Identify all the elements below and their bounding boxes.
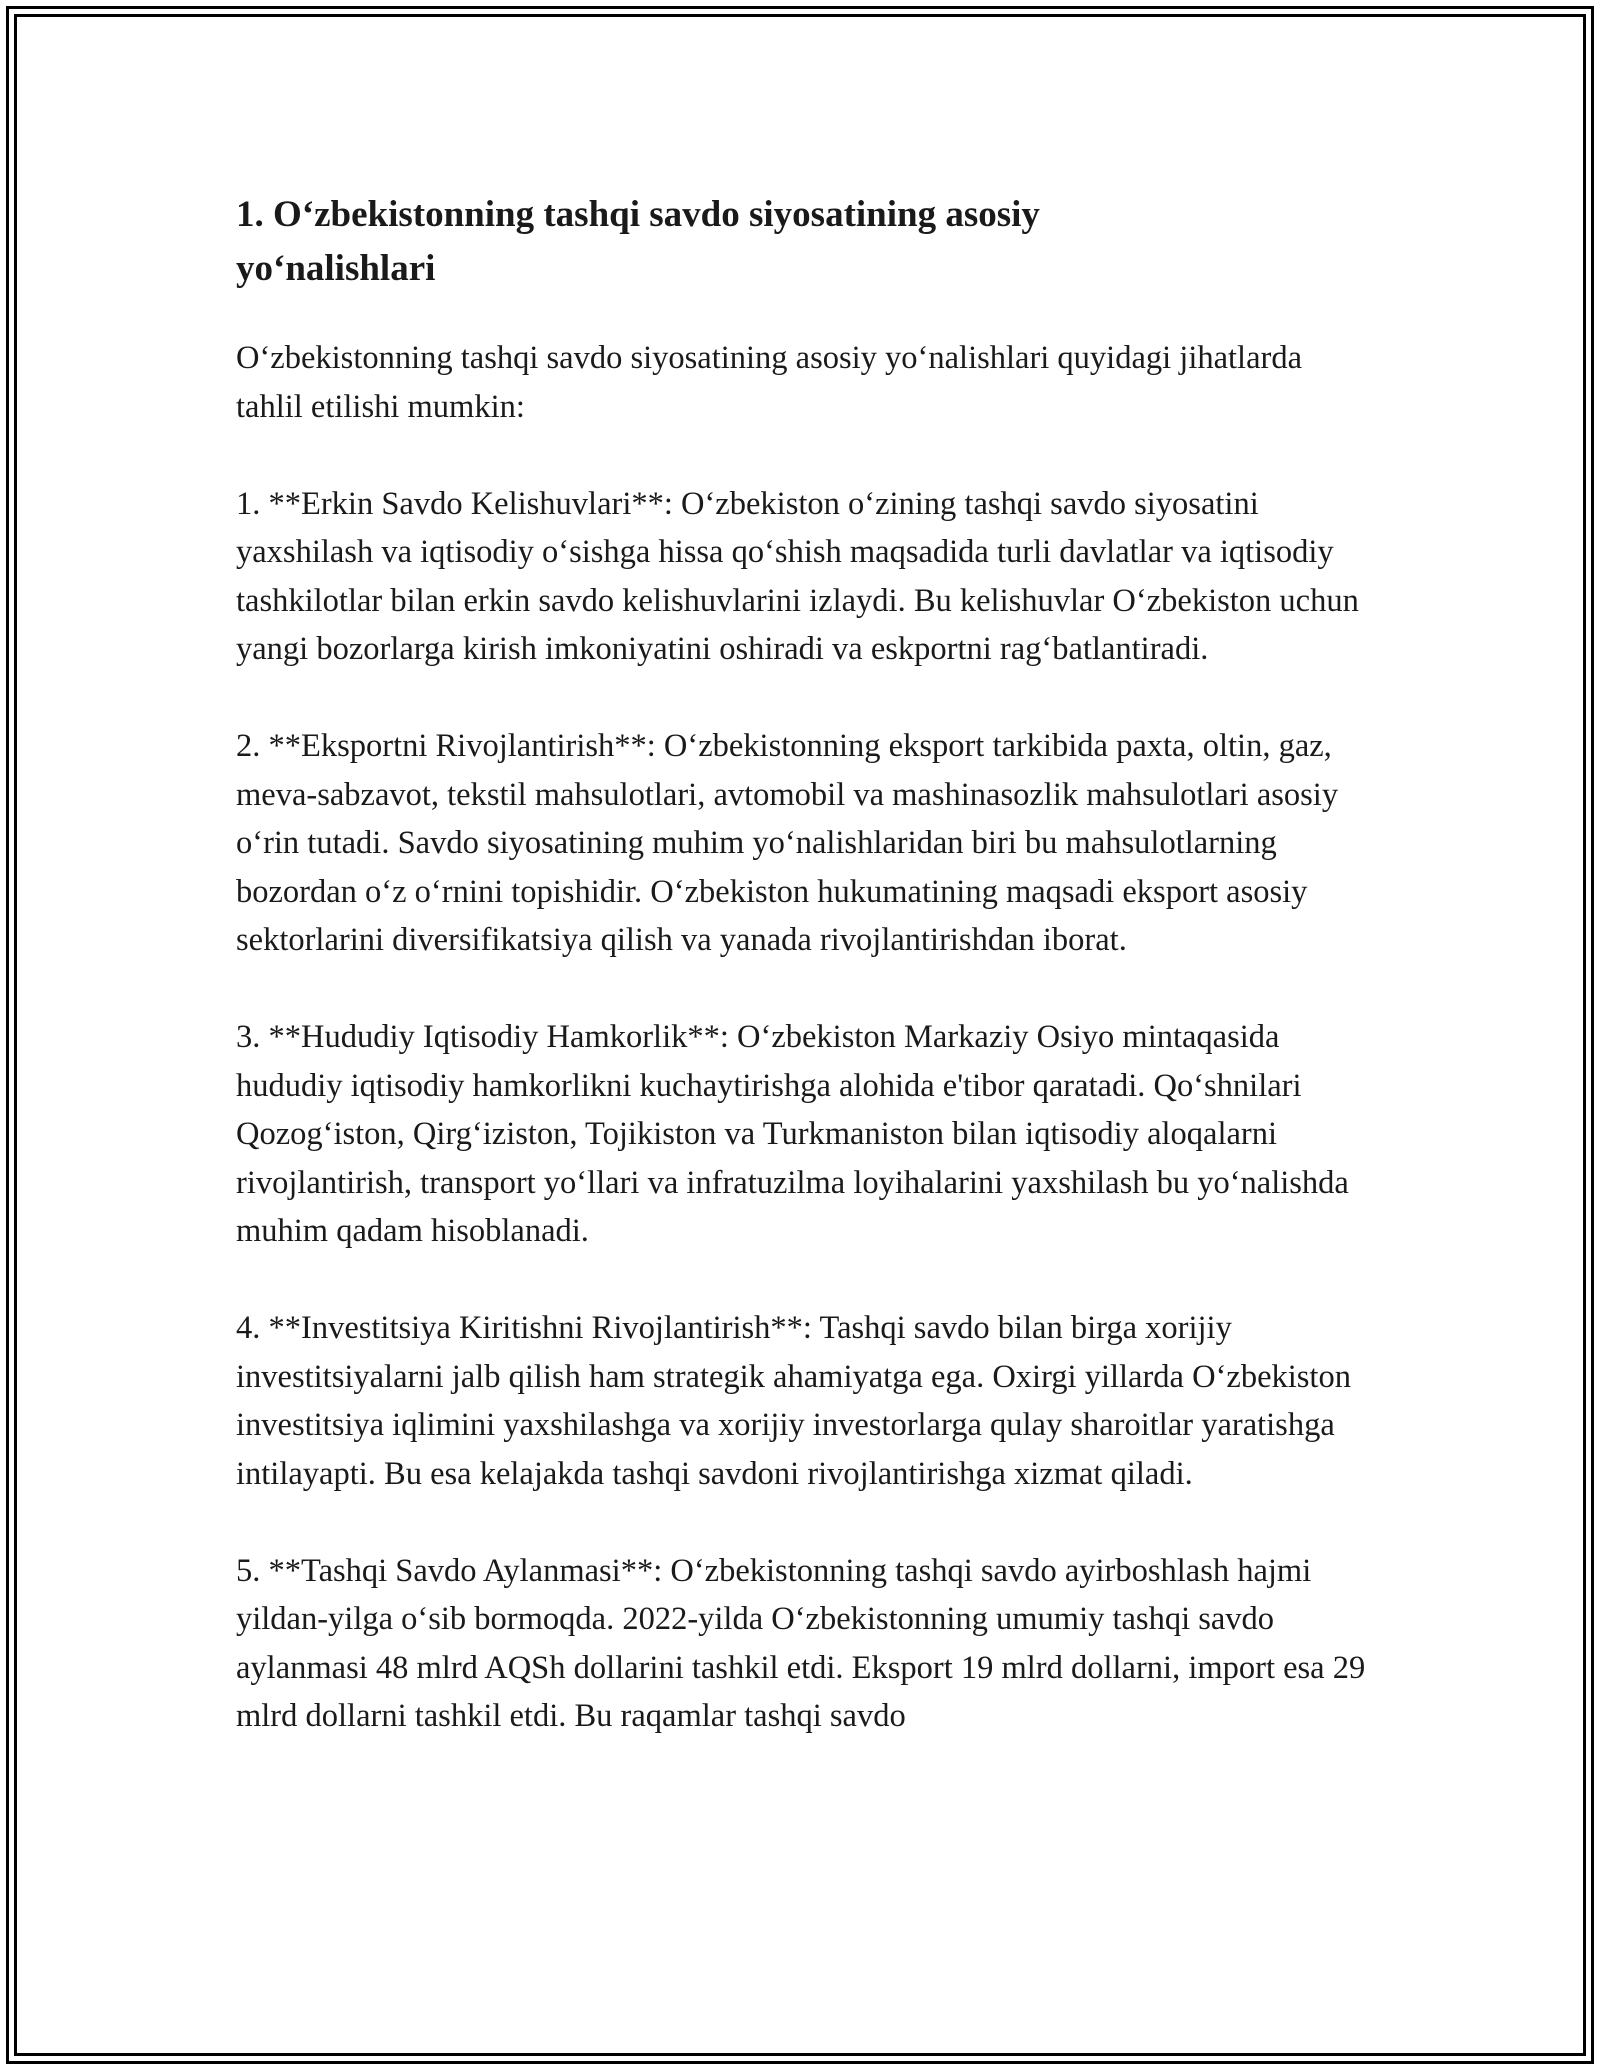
list-item-export: 2. **Eksportni Rivojlantirish**: O‘zbekistonning eksport tarkibida paxta, oltin, gaz, meva-sabzavot, tekstil mahsulotlari, avtomobil va mashinasozlik mahsulotlari asosiy o‘rin tutadi. Savdo siyosatining muhim yo‘nalishlaridan biri bu mahsulotlarning bozordan o‘z o‘rnini topishidir. O‘zbekiston hukumatining maqsadi eksport asosiy sektorlarini diversifikatsiya qilish va yanada rivojlantirishdan iborat.	[236, 728, 1339, 958]
list-item-trade-turnover: 5. **Tashqi Savdo Aylanmasi**: O‘zbekistonning tashqi savdo ayirboshlash hajmi yildan-yilga o‘sib bormoqda. 2022-yilda O‘zbekistonning umumiy tashqi savdo aylanmasi 48 mlrd AQSh dollarini tashkil etdi. Eksport 19 mlrd dollarni, import esa 29 mlrd dollarni tashkil etdi. Bu raqamlar tashqi savdo	[236, 1552, 1366, 1734]
section-heading	[236, 188, 1376, 296]
section-heading-line-1: 1. O‘zbekistonning tashqi savdo siyosatining asosiy	[236, 194, 1040, 235]
paragraph-spacer	[236, 674, 1376, 723]
intro-paragraph: O‘zbekistonning tashqi savdo siyosatining asosiy yo‘nalishlari quyidagi jihatlarda tahlil etilishi mumkin:	[236, 340, 1303, 425]
paragraph-spacer	[236, 1498, 1376, 1547]
section-heading-line-2: yo‘nalishlari	[236, 248, 436, 289]
paragraph-spacer	[236, 965, 1376, 1014]
list-item-free-trade: 1. **Erkin Savdo Kelishuvlari**: O‘zbekiston o‘zining tashqi savdo siyosatini yaxshilash va iqtisodiy o‘sishga hissa qo‘shish maqsadida turli davlatlar va iqtisodiy tashkilotlar bilan erkin savdo kelishuvlarini izlaydi. Bu kelishuvlar O‘zbekiston uchun yangi bozorlarga kirish imkoniyatini oshiradi va eskportni rag‘batlantiradi.	[236, 485, 1359, 667]
list-item-regional-cooperation: 3. **Hududiy Iqtisodiy Hamkorlik**: O‘zbekiston Markaziy Osiyo mintaqasida hududiy iqtisodiy hamkorlikni kuchaytirishga alohida e'tibor qaratadi. Qo‘shnilari Qozog‘iston, Qirg‘iziston, Tojikiston va Turkmaniston bilan iqtisodiy aloqalarni rivojlantirish, transport yo‘llari va infratuzilma loyihalarini yaxshilash bu yo‘nalishda muhim qadam hisoblanadi.	[236, 1019, 1349, 1249]
paragraph-spacer	[236, 1256, 1376, 1305]
paragraph-spacer	[236, 431, 1376, 480]
document-body	[236, 188, 1376, 1741]
list-item-investment: 4. **Investitsiya Kiritishni Rivojlantirish**: Tashqi savdo bilan birga xorijiy investitsiyalarni jalb qilish ham strategik ahamiyatga ega. Oxirgi yillarda O‘zbekiston investitsiya iqlimini yaxshilashga va xorijiy investorlarga qulay sharoitlar yaratishga intilayapti. Bu esa kelajakda tashqi savdoni rivojlantirishga xizmat qiladi.	[236, 1310, 1351, 1492]
